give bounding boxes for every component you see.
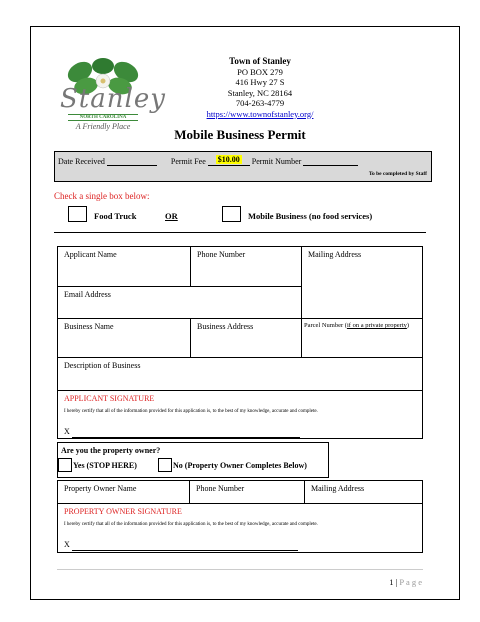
or-label: OR (165, 211, 178, 221)
applicant-x-mark: X (64, 427, 70, 436)
owner-mailing-field[interactable] (304, 480, 423, 504)
owner-phone-label: Phone Number (196, 484, 245, 493)
phone-number-label: Phone Number (197, 250, 246, 259)
description-label: Description of Business (64, 361, 141, 370)
business-name-field[interactable] (57, 318, 191, 358)
owner-phone-field[interactable] (189, 480, 305, 504)
email-address-label: Email Address (64, 290, 111, 299)
town-name: Town of Stanley (229, 56, 291, 66)
parcel-number-label: Parcel Number ( (304, 322, 347, 329)
date-received-field[interactable] (107, 156, 157, 166)
owner-question: Are you the property owner? (61, 446, 161, 455)
business-address-label: Business Address (197, 322, 254, 331)
page-word: P a g e (399, 577, 422, 587)
owner-signature-heading: PROPERTY OWNER SIGNATURE (64, 507, 182, 516)
parcel-number-field[interactable] (301, 318, 423, 358)
city-address: Stanley, NC 28164 (227, 87, 293, 98)
owner-signature-line[interactable] (72, 549, 298, 551)
town-header (150, 56, 370, 119)
parcel-link: if on a private property (346, 322, 407, 329)
mobile-business-checkbox[interactable] (222, 206, 241, 222)
town-logo (58, 54, 166, 136)
permit-number-field[interactable] (303, 156, 358, 166)
applicant-certify-text: I hereby certify that all of the information provided for this application is, to the best of my knowledge, accurate and complete. (64, 409, 318, 414)
business-name-label: Business Name (64, 322, 114, 331)
permit-fee-label: Permit Fee (170, 157, 206, 166)
staff-row (58, 155, 358, 166)
permit-fee-field (208, 155, 250, 166)
owner-question-box (57, 442, 329, 478)
date-received-label: Date Received (58, 157, 105, 166)
business-address-field[interactable] (190, 318, 302, 358)
staff-note: To be completed by Staff (368, 171, 427, 177)
owner-yes-label: Yes (STOP HERE) (73, 461, 137, 470)
owner-no-checkbox[interactable] (158, 458, 172, 472)
phone-number-field[interactable] (190, 246, 302, 287)
logo-word: Stanley (60, 84, 166, 114)
street-address: 416 Hwy 27 S (235, 77, 285, 87)
mailing-address-label: Mailing Address (308, 250, 362, 259)
food-truck-checkbox[interactable] (68, 206, 87, 222)
applicant-signature-line[interactable] (72, 436, 300, 438)
check-prompt: Check a single box below: (54, 191, 150, 201)
mobile-business-label: Mobile Business (no food services) (248, 211, 373, 221)
owner-no-label: No (Property Owner Completes Below) (173, 461, 307, 470)
applicant-signature-box (57, 390, 423, 439)
staff-box (54, 151, 432, 182)
page-separator: | (395, 577, 398, 587)
logo-state: NORTH CAROLINA (68, 114, 138, 121)
logo-tagline: A Friendly Place (75, 122, 131, 131)
owner-certify-text: I hereby certify that all of the information provided for this application is, to the best of my knowledge, accurate and complete. (64, 522, 318, 527)
owner-mailing-label: Mailing Address (311, 484, 365, 493)
town-phone: 704-263-4779 (235, 98, 285, 108)
applicant-name-label: Applicant Name (64, 250, 117, 259)
description-field[interactable] (57, 357, 423, 391)
food-truck-label: Food Truck (94, 211, 137, 221)
owner-yes-checkbox[interactable] (58, 458, 72, 472)
email-address-field[interactable] (57, 286, 302, 319)
page-title: Mobile Business Permit (174, 127, 306, 142)
owner-signature-box (57, 503, 423, 553)
permit-fee-value: $10.00 (217, 155, 240, 164)
owner-name-label: Property Owner Name (64, 484, 137, 493)
town-website-link[interactable]: https://www.townofstanley.org/ (206, 108, 314, 119)
applicant-signature-heading: APPLICANT SIGNATURE (64, 394, 155, 403)
page-number: 1 (389, 577, 394, 587)
owner-name-field[interactable] (57, 480, 190, 504)
applicant-name-field[interactable] (57, 246, 191, 287)
footer-rule (57, 569, 423, 570)
section-divider (54, 232, 426, 233)
page-footer (389, 577, 422, 587)
po-box: PO BOX 279 (237, 66, 283, 77)
mailing-address-field[interactable] (301, 246, 423, 319)
parcel-close: ) (406, 322, 410, 329)
owner-x-mark: X (64, 540, 70, 549)
permit-number-label: Permit Number (251, 157, 302, 166)
